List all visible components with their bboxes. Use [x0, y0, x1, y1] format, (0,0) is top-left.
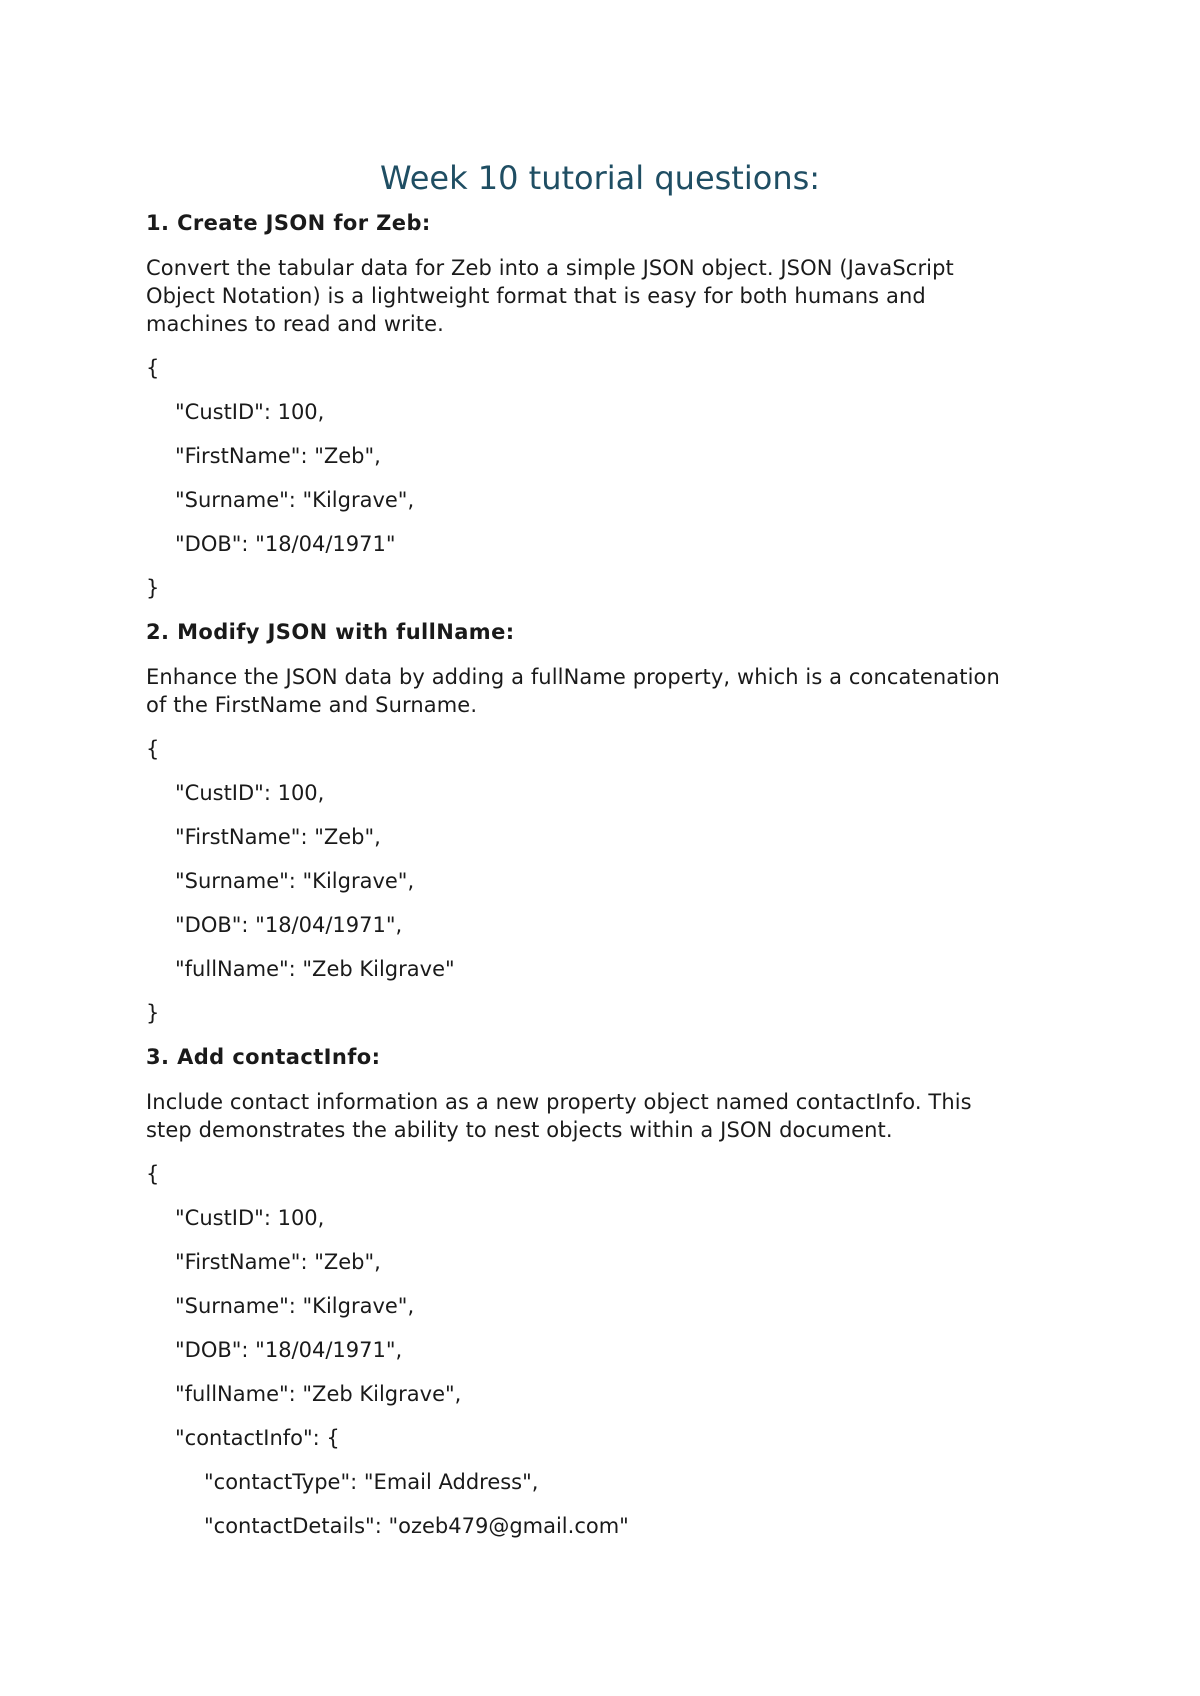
q1-json-line: "Surname": "Kilgrave", — [175, 488, 415, 512]
q1-paragraph-line: Convert the tabular data for Zeb into a simple JSON object. JSON (JavaScript — [146, 256, 954, 280]
q3-json-line: "contactInfo": { — [175, 1426, 340, 1450]
q3-json-line: "CustID": 100, — [175, 1206, 325, 1230]
q1-json-line: "FirstName": "Zeb", — [175, 444, 381, 468]
q1-json-line: "DOB": "18/04/1971" — [175, 532, 396, 556]
q3-json-line: "FirstName": "Zeb", — [175, 1250, 381, 1274]
q1-paragraph-line: Object Notation) is a lightweight format that is easy for both humans and — [146, 284, 926, 308]
q1-heading: 1. Create JSON for Zeb: — [146, 211, 431, 235]
q2-json-line: "CustID": 100, — [175, 781, 325, 805]
q2-json-line: "Surname": "Kilgrave", — [175, 869, 415, 893]
q2-paragraph-line: Enhance the JSON data by adding a fullName property, which is a concatenation — [146, 665, 1000, 689]
q3-json-line: "fullName": "Zeb Kilgrave", — [175, 1382, 462, 1406]
q1-json-line: { — [146, 356, 160, 380]
q3-json-line: "Surname": "Kilgrave", — [175, 1294, 415, 1318]
q3-json-line: { — [146, 1162, 160, 1186]
q3-json-line: "contactType": "Email Address", — [204, 1470, 539, 1494]
q3-heading: 3. Add contactInfo: — [146, 1045, 381, 1069]
q1-json-line: "CustID": 100, — [175, 400, 325, 424]
q3-json-line: "contactDetails": "ozeb479@gmail.com" — [204, 1514, 629, 1538]
q2-json-line: } — [146, 1001, 160, 1025]
q2-json-line: "DOB": "18/04/1971", — [175, 913, 403, 937]
q2-heading: 2. Modify JSON with fullName: — [146, 620, 515, 644]
q2-json-line: "FirstName": "Zeb", — [175, 825, 381, 849]
q3-paragraph-line: Include contact information as a new property object named contactInfo. This — [146, 1090, 972, 1114]
q1-json-line: } — [146, 576, 160, 600]
q2-paragraph-line: of the FirstName and Surname. — [146, 693, 478, 717]
q2-json-line: "fullName": "Zeb Kilgrave" — [175, 957, 455, 981]
page-title: Week 10 tutorial questions: — [379, 159, 821, 197]
q2-json-line: { — [146, 737, 160, 761]
q3-paragraph-line: step demonstrates the ability to nest objects within a JSON document. — [146, 1118, 893, 1142]
q3-json-line: "DOB": "18/04/1971", — [175, 1338, 403, 1362]
q1-paragraph-line: machines to read and write. — [146, 312, 444, 336]
